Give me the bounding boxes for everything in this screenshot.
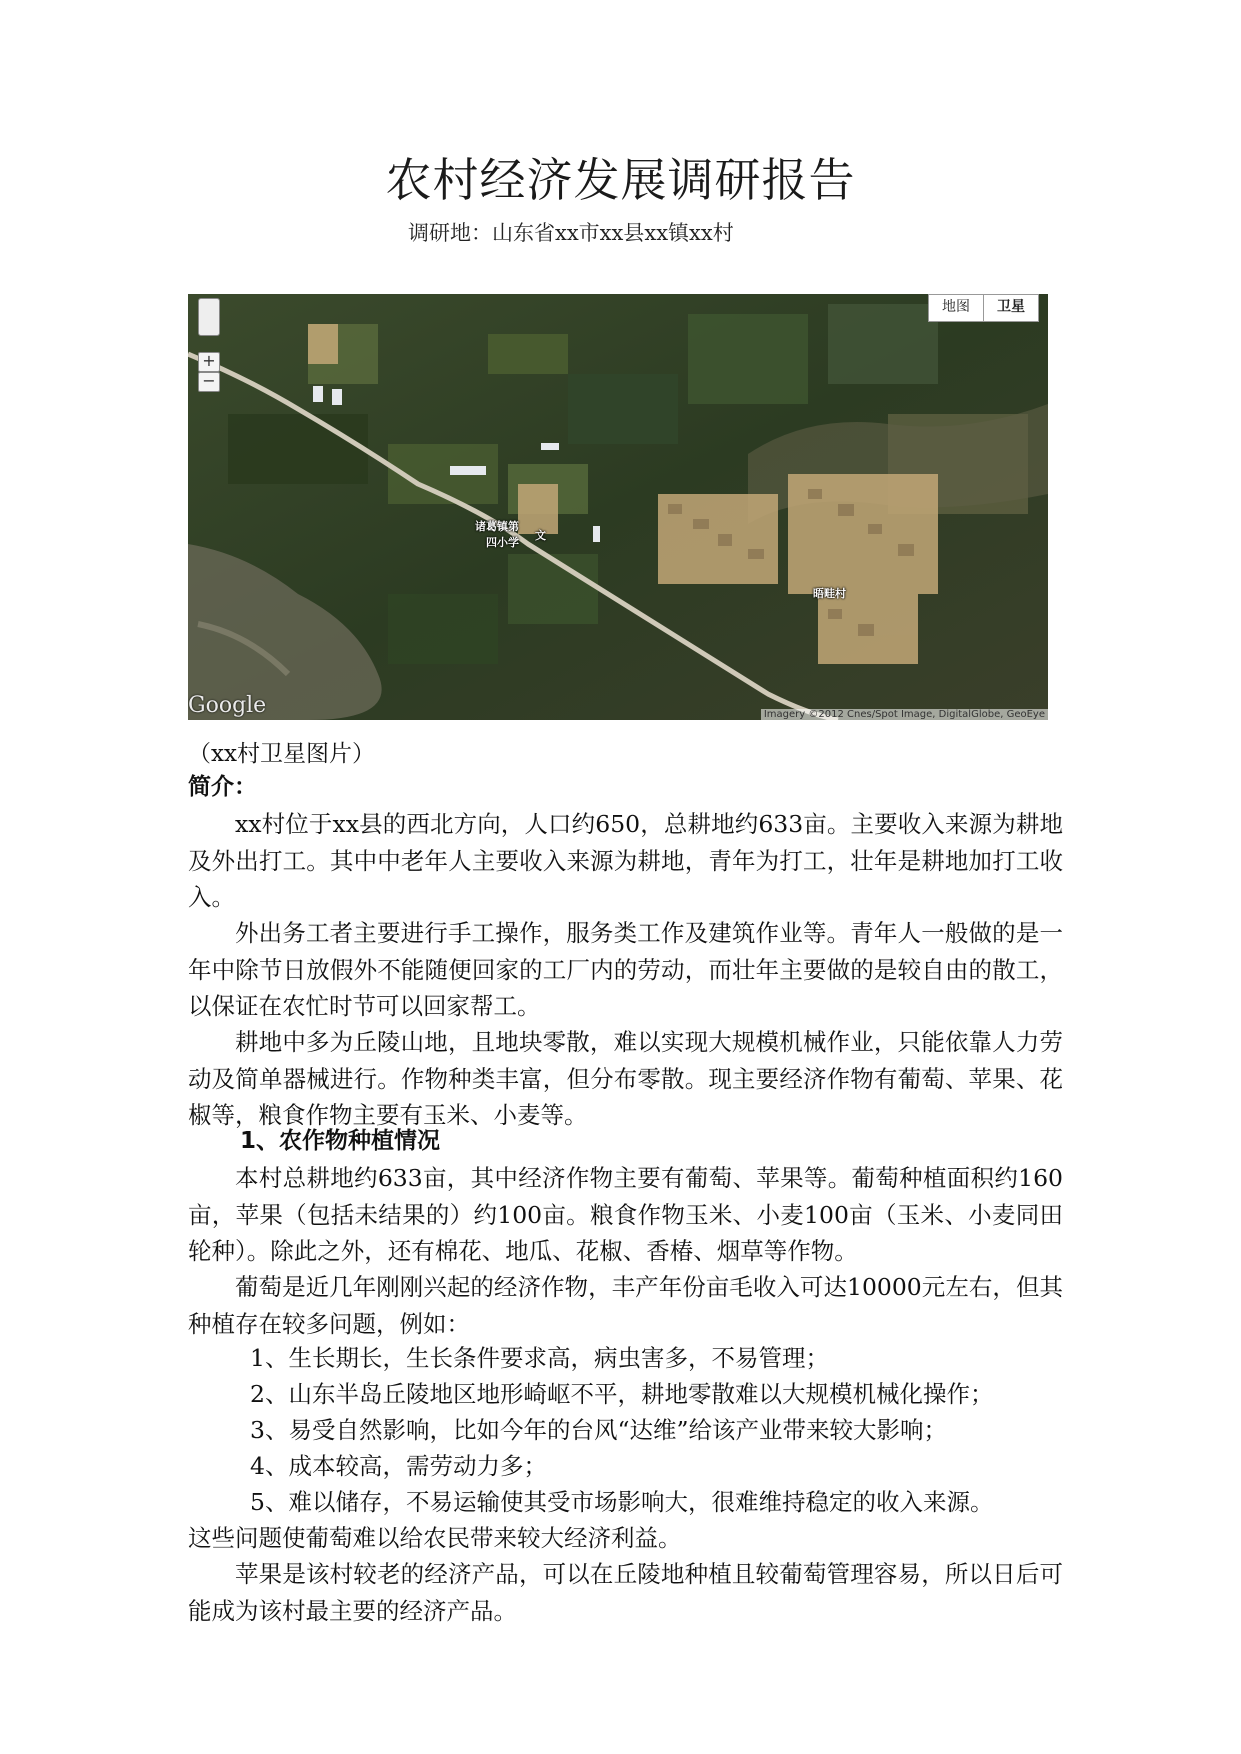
street-view-pegman-icon[interactable] [198, 298, 220, 336]
problem-list-item: 5、难以储存，不易运输使其受市场影响大，很难维持稳定的收入来源。 [250, 1488, 994, 1516]
section-1-paragraph-1: 本村总耕地约633亩，其中经济作物主要有葡萄、苹果等。葡萄种植面积约160亩，苹果（包括未结果的）约100亩。粮食作物玉米、小麦100亩（玉米、小麦同田轮种）。除此之外，还有棉花、地瓜、花椒、香椿、烟草等作物。 [188, 1164, 1063, 1265]
intro-paragraph-3: 耕地中多为丘陵山地，且地块零散，难以实现大规模机械作业，只能依靠人力劳动及简单器械进行。作物种类丰富，但分布零散。现主要经济作物有葡萄、苹果、花椒等，粮食作物主要有玉米、小麦等。 [188, 1028, 1063, 1129]
map-label-school-line1: 诸葛镇第 [475, 520, 519, 533]
satellite-imagery [188, 294, 1048, 720]
section-1-paragraph-3: 苹果是该村较老的经济产品，可以在丘陵地种植且较葡萄管理容易，所以日后可能成为该村最主要的经济产品。 [188, 1560, 1063, 1625]
image-caption: （xx村卫星图片） [188, 741, 375, 767]
section-1-paragraph-2: 葡萄是近几年刚刚兴起的经济作物，丰产年份亩毛收入可达10000元左右，但其种植存在较多问题，例如： [188, 1273, 1063, 1338]
problem-list-item: 1、生长期长，生长条件要求高，病虫害多，不易管理； [250, 1344, 829, 1372]
school-poi-icon: 文 [535, 529, 546, 542]
problem-conclusion: 这些问题使葡萄难以给农民带来较大经济利益。 [188, 1524, 682, 1552]
survey-location: 调研地：山东省xx市xx县xx镇xx村 [408, 221, 734, 245]
intro-paragraph-2: 外出务工者主要进行手工操作，服务类工作及建筑作业等。青年人一般做的是一年中除节日放假外不能随便回家的工厂内的劳动，而壮年主要做的是较自由的散工，以保证在农忙时节可以回家帮工。 [188, 919, 1063, 1020]
problem-list-item: 4、成本较高，需劳动力多； [250, 1452, 547, 1480]
problem-list-item: 3、易受自然影响，比如今年的台风“达维”给该产业带来较大影响； [250, 1416, 947, 1444]
zoom-in-button[interactable]: + [198, 352, 220, 372]
google-logo: Google [188, 693, 267, 718]
imagery-credit: Imagery ©2012 Cnes/Spot Image, DigitalGlobe, GeoEye [761, 709, 1048, 720]
satellite-map[interactable] [188, 294, 1048, 720]
maptype-map-button[interactable]: 地图 [928, 294, 984, 322]
problem-list-item: 2、山东半岛丘陵地区地形崎岖不平，耕地零散难以大规模机械化操作； [250, 1380, 994, 1408]
map-label-village: 晤畦村 [813, 587, 846, 600]
section-1-heading: 1、农作物种植情况 [240, 1128, 441, 1154]
intro-heading: 简介： [188, 774, 257, 800]
page-title: 农村经济发展调研报告 [385, 153, 856, 207]
map-label-school-line2: 四小学 [486, 536, 519, 549]
zoom-out-button[interactable]: − [198, 372, 220, 392]
maptype-satellite-button[interactable]: 卫星 [983, 294, 1039, 322]
intro-paragraph-1: xx村位于xx县的西北方向，人口约650，总耕地约633亩。主要收入来源为耕地及外出打工。其中中老年人主要收入来源为耕地，青年为打工，壮年是耕地加打工收入。 [188, 810, 1063, 911]
